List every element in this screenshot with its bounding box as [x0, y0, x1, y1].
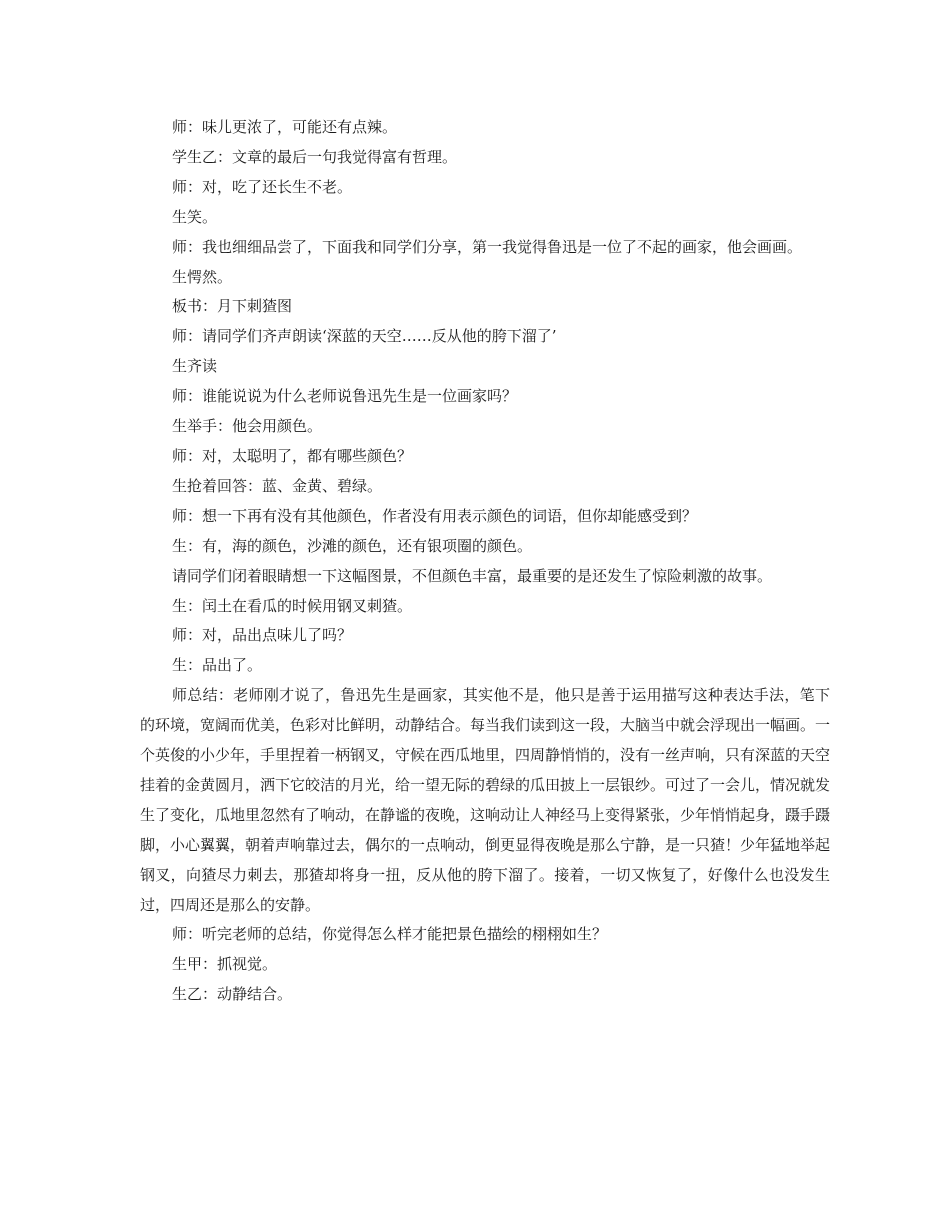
dialogue-line: 生：品出了。 [172, 656, 263, 675]
dialogue-line: 生抢着回答：蓝、金黄、碧绿。 [172, 476, 383, 495]
dialogue-line: 师：想一下再有没有其他颜色，作者没有用表示颜色的词语，但你却能感受到？ [172, 506, 698, 525]
dialogue-line: 生：有，海的颜色，沙滩的颜色，还有银项圈的颜色。 [172, 536, 533, 555]
dialogue-line: 生：闰土在看瓜的时候用钢叉刺猹。 [172, 596, 413, 615]
dialogue-line: 师：对，吃了还长生不老。 [172, 177, 353, 196]
dialogue-line: 生甲：抓视觉。 [172, 955, 278, 974]
dialogue-line: 生愕然。 [172, 267, 233, 286]
dialogue-line: 师：对，太聪明了，都有哪些颜色？ [172, 446, 413, 465]
dialogue-line: 师：听完老师的总结，你觉得怎么样才能把景色描绘的栩栩如生？ [172, 925, 608, 944]
dialogue-line: 生笑。 [172, 207, 218, 226]
dialogue-line: 生乙：动静结合。 [172, 985, 293, 1004]
dialogue-line: 师：味儿更浓了，可能还有点辣。 [172, 118, 398, 136]
teacher-summary: 师总结：老师刚才说了，鲁迅先生是画家，其实他不是，他只是善于运用描写这种表达手法，笔下的环境，宽阔而优美，色彩对比鲜明，动静结合。每当我们读到这一段，大脑当中就会浮现出一幅画。一个英俊的小少年，手里捏着一柄钢叉，守候在西瓜地里，四周静悄悄的，没有一丝声响，只有深蓝的天空挂着的金黄圆月，洒下它皎洁的月光，给一望无际的碧绿的瓜田披上一层银纱。可过了一会儿，情况就发生了变化，瓜地里忽然有了响动，在静谧的夜晚，这响动让人神经马上变得紧张，少年悄悄起身，蹑手蹑脚，小心翼翼，朝着声响靠过去，偶尔的一点响动，倒更显得夜晚是那么宁静，是一只猹！少年猛地举起钢叉，向猹尽力刺去，那猹却将身一扭，反从他的胯下溜了。接着，一切又恢复了，好像什么也没发生过，四周还是那么的安静。 [140, 686, 831, 914]
dialogue-line: 师：对，品出点味儿了吗？ [172, 626, 353, 645]
dialogue-line: 师：我也细细品尝了，下面我和同学们分享，第一我觉得鲁迅是一位了不起的画家，他会画画。 [172, 237, 803, 256]
dialogue-line: 生齐读 [172, 357, 218, 376]
dialogue-line: 请同学们闭着眼睛想一下这幅图景，不但颜色丰富，最重要的是还发生了惊险刺激的故事。 [172, 566, 773, 585]
dialogue-line: 师：请同学们齐声朗读‘深蓝的天空……反从他的胯下溜了’ [172, 327, 557, 346]
dialogue-line: 师：谁能说说为什么老师说鲁迅先生是一位画家吗？ [172, 387, 518, 406]
blackboard-note: 板书：月下刺猹图 [172, 297, 293, 316]
dialogue-line: 生举手：他会用颜色。 [172, 417, 323, 436]
dialogue-line: 学生乙：文章的最后一句我觉得富有哲理。 [172, 147, 458, 166]
document-body [140, 113, 830, 1010]
